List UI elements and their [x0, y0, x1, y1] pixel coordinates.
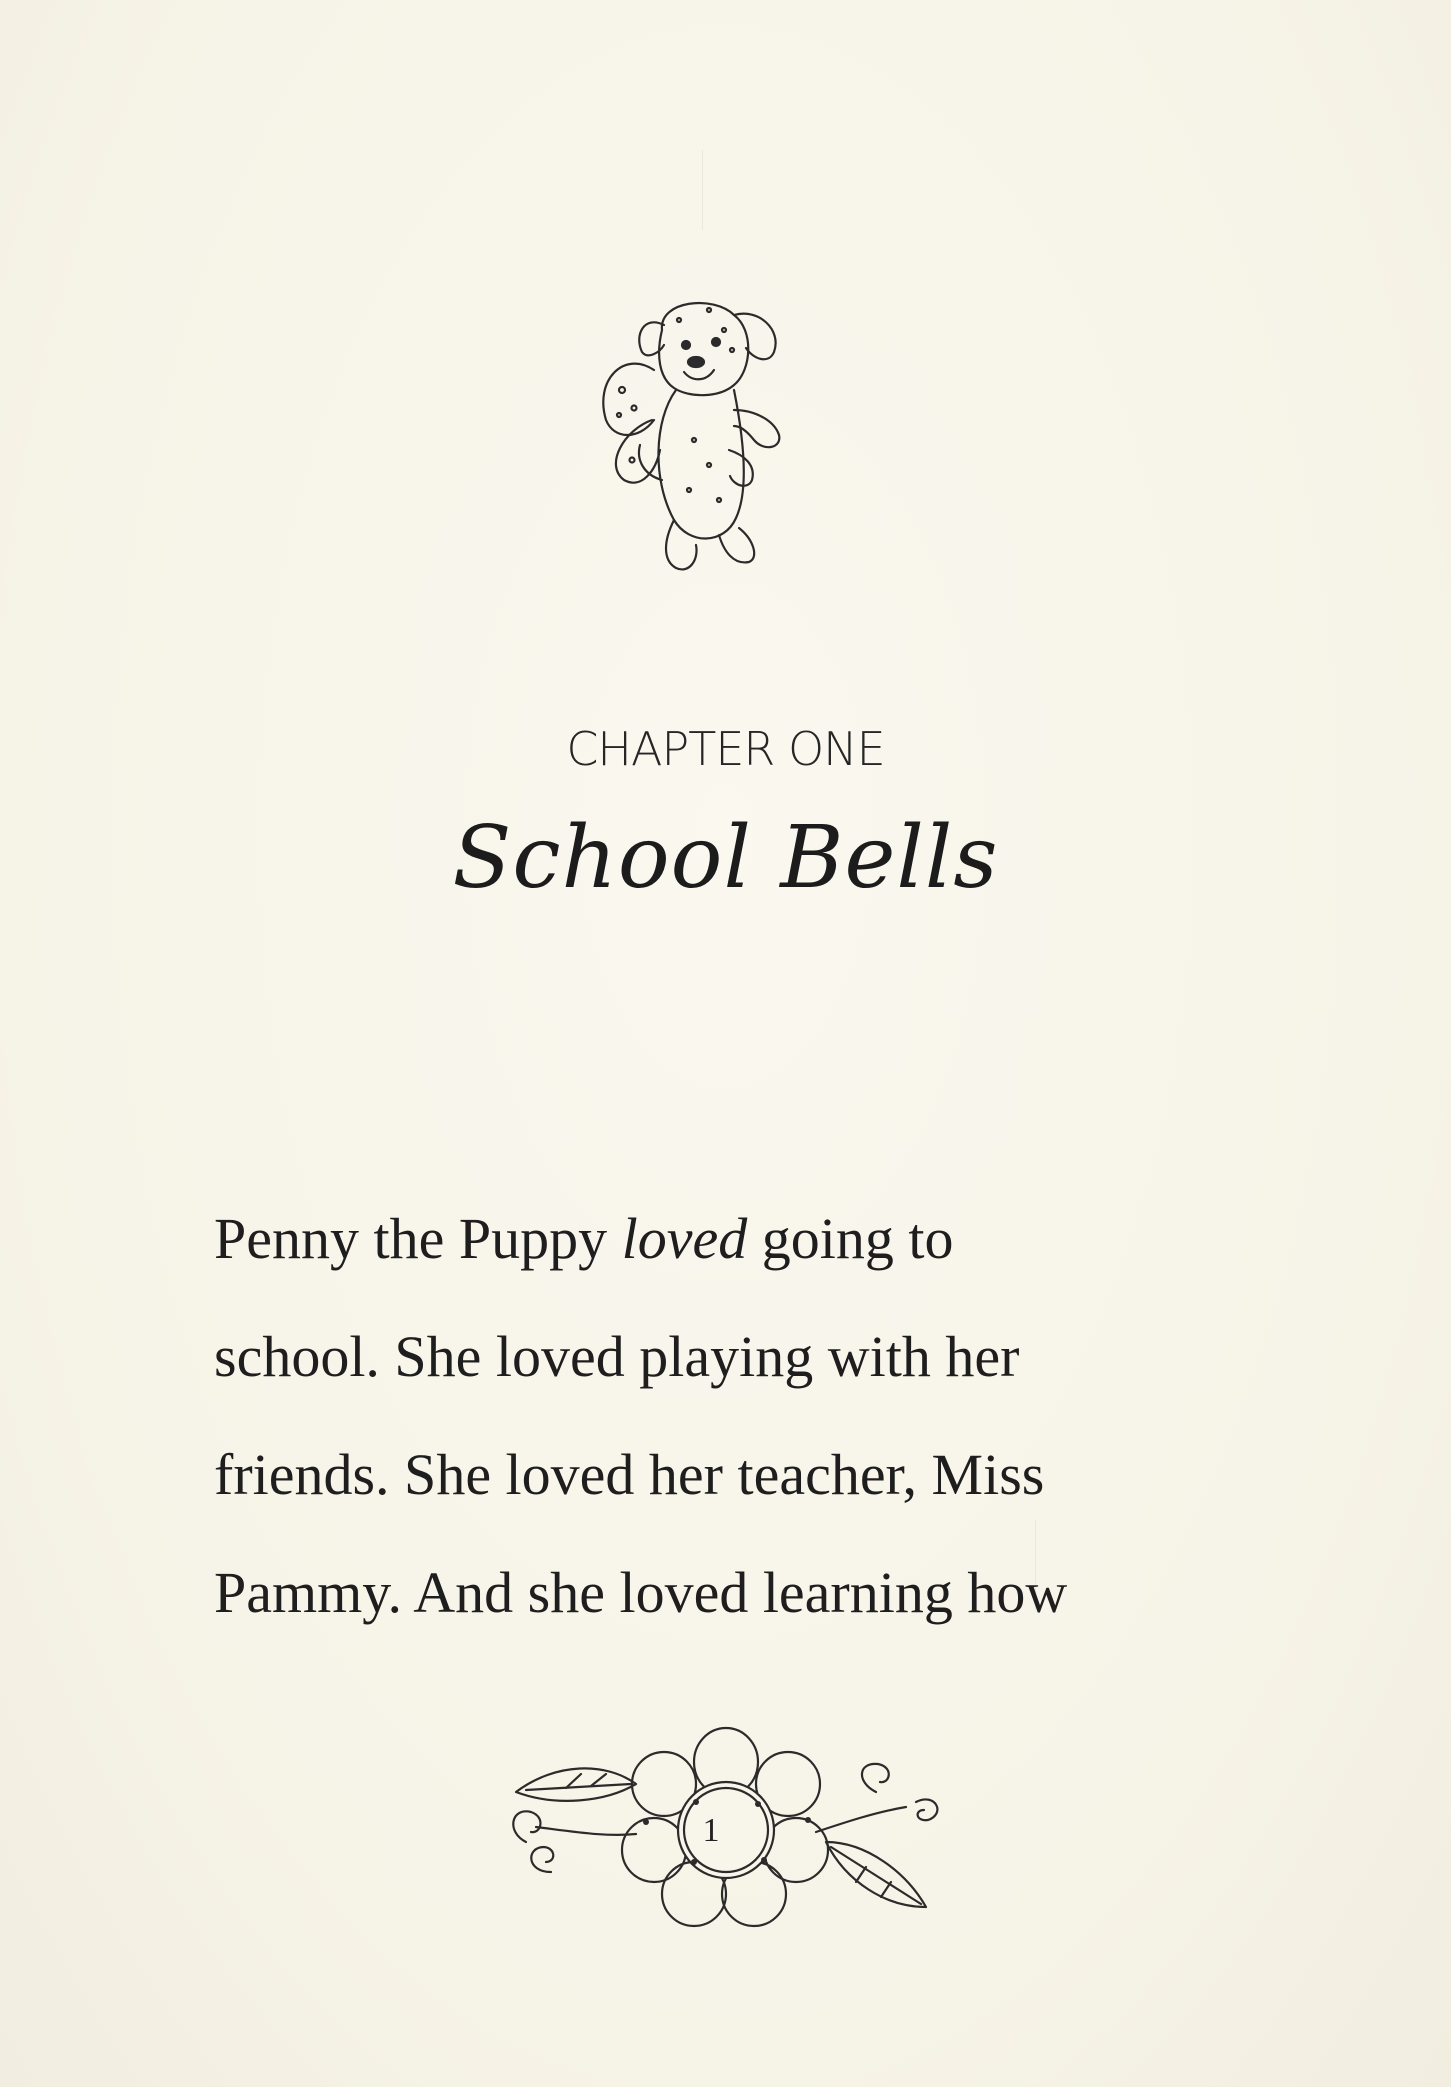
body-line-text: going to	[747, 1206, 954, 1271]
body-line: Pammy. And she loved learning how	[214, 1560, 1068, 1625]
chapter-title: School Bells	[452, 808, 999, 908]
body-line	[214, 1180, 1254, 1298]
page-number: 1	[702, 1812, 720, 1849]
body-line: school. She loved playing with her	[214, 1324, 1020, 1389]
body-line: friends. She loved her teacher, Miss	[214, 1442, 1045, 1507]
puppy-fairy-illustration-icon	[584, 290, 794, 590]
chapter-label: CHAPTER ONE	[566, 722, 885, 776]
body-text	[214, 1180, 1254, 1652]
emphasized-word: loved	[621, 1206, 748, 1271]
scan-artifact	[702, 150, 703, 230]
body-line-text: Penny the Puppy	[214, 1206, 622, 1271]
